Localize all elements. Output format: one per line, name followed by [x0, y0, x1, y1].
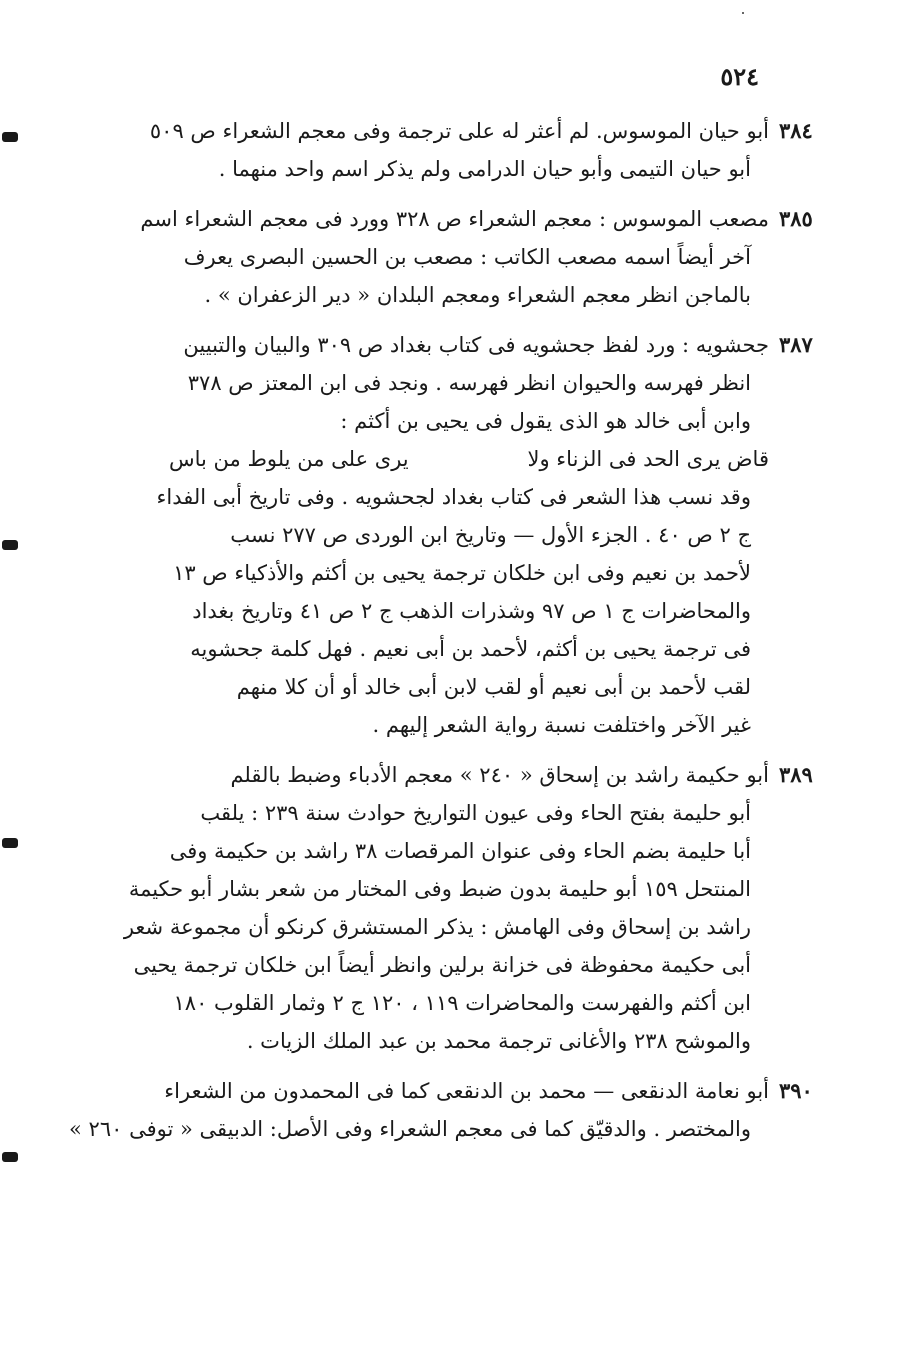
entry-number: ٣٨٧ [779, 332, 813, 357]
verse-first-hemistich: قاض يرى الحد فى الزناء ولا [527, 447, 769, 471]
entry-line: والمختصر . والدقيّق كما فى معجم الشعراء وفى الأصل: الدبيقى « توفى ٢٦٠ » [69, 1117, 751, 1141]
entry-line: لأحمد بن نعيم وفى ابن خلكان ترجمة يحيى بن أكثم والأذكياء ص ١٣ [173, 561, 751, 585]
entry-line: وابن أبى خالد هو الذى يقول فى يحيى بن أكثم : [340, 409, 751, 433]
entry [123, 756, 813, 1060]
entry-line: أبو حيان الموسوس. لم أعثر له على ترجمة وفى معجم الشعراء ص ٥٠٩ [149, 119, 769, 143]
entry-line: أبى حكيمة محفوظة فى خزانة برلين وانظر أيضاً ابن خلكان ترجمة يحيى [133, 953, 751, 977]
scan-margin-mark [2, 540, 18, 550]
scan-margin-mark [2, 838, 18, 848]
entry-line: بالماجن انظر معجم الشعراء ومعجم البلدان « دير الزعفران » . [204, 283, 751, 307]
entry-line: راشد بن إسحاق وفى الهامش : يذكر المستشرق كرنكو أن مجموعة شعر [123, 915, 751, 939]
entry-line: فى ترجمة يحيى بن أكثم، لأحمد بن أبى نعيم . فهل كلمة جحشويه [190, 637, 751, 661]
entry-line: أبو حيان التيمى وأبو حيان الدرامى ولم يذكر اسم واحد منهما . [218, 157, 751, 181]
entry-line: مصعب الموسوس : معجم الشعراء ص ٣٢٨ وورد فى معجم الشعراء اسم [140, 207, 769, 231]
entry-line: والموشح ٢٣٨ والأغانى ترجمة محمد بن عبد الملك الزيات . [246, 1029, 751, 1053]
entry-line: جحشويه : ورد لفظ جحشويه فى كتاب بغداد ص ٣٠٩ والبيان والتبيين [183, 333, 769, 357]
entry-line: أبو نعامة الدنقعى — محمد بن الدنقعى كما فى المحمدون من الشعراء [164, 1079, 769, 1103]
scan-speck [742, 12, 744, 14]
page-number: ٥٢٤ [720, 62, 759, 91]
entry-number: ٣٨٥ [779, 206, 813, 231]
entry-line: ابن أكثم والفهرست والمحاضرات ١١٩ ، ١٢٠ ج ٢ وثمار القلوب ١٨٠ [173, 991, 751, 1015]
entry [69, 1072, 813, 1148]
entry-line: لقب لأحمد بن أبى نعيم أو لقب لابن أبى خالد أو أن كلا منهم [236, 675, 751, 699]
entry-line: آخر أيضاً اسمه مصعب الكاتب : مصعب بن الحسين البصرى يعرف [183, 245, 751, 269]
verse-second-hemistich: يرى على من يلوط من باس [169, 447, 409, 471]
entry-line: انظر فهرسه والحيوان انظر فهرسه . ونجد فى ابن المعتز ص ٣٧٨ [187, 371, 751, 395]
entry-line: غير الآخر واختلفت نسبة رواية الشعر إليهم . [372, 713, 751, 737]
entry [129, 200, 813, 314]
poem-verse [129, 440, 769, 478]
entry [129, 326, 813, 744]
entry-line: والمحاضرات ج ١ ص ٩٧ وشذرات الذهب ج ٢ ص ٤١ وتاريخ بغداد [192, 599, 751, 623]
entry [129, 112, 813, 188]
entry-line: ج ٢ ص ٤٠ . الجزء الأول — وتاريخ ابن الوردى ص ٢٧٧ نسب [230, 523, 751, 547]
entry-line: وقد نسب هذا الشعر فى كتاب بغداد لجحشويه . وفى تاريخ أبى الفداء [156, 485, 751, 509]
scan-margin-mark [2, 132, 18, 142]
entry-line: أبو حليمة بفتح الحاء وفى عيون التواريخ حوادث سنة ٢٣٩ : يلقب [200, 801, 751, 825]
entry-number: ٣٨٤ [779, 118, 813, 143]
scan-margin-mark [2, 1152, 18, 1162]
entries-list [69, 112, 813, 1160]
entry-number: ٣٩٠ [779, 1078, 813, 1103]
entry-number: ٣٨٩ [779, 762, 813, 787]
entry-line: أبو حكيمة راشد بن إسحاق « ٢٤٠ » معجم الأدباء وضبط بالقلم [230, 763, 769, 787]
entry-line: المنتحل ١٥٩ أبو حليمة بدون ضبط وفى المختار من شعر بشار أبو حكيمة [128, 877, 751, 901]
entry-line: أبا حليمة بضم الحاء وفى عنوان المرقصات ٣٨ راشد بن حكيمة وفى [169, 839, 751, 863]
